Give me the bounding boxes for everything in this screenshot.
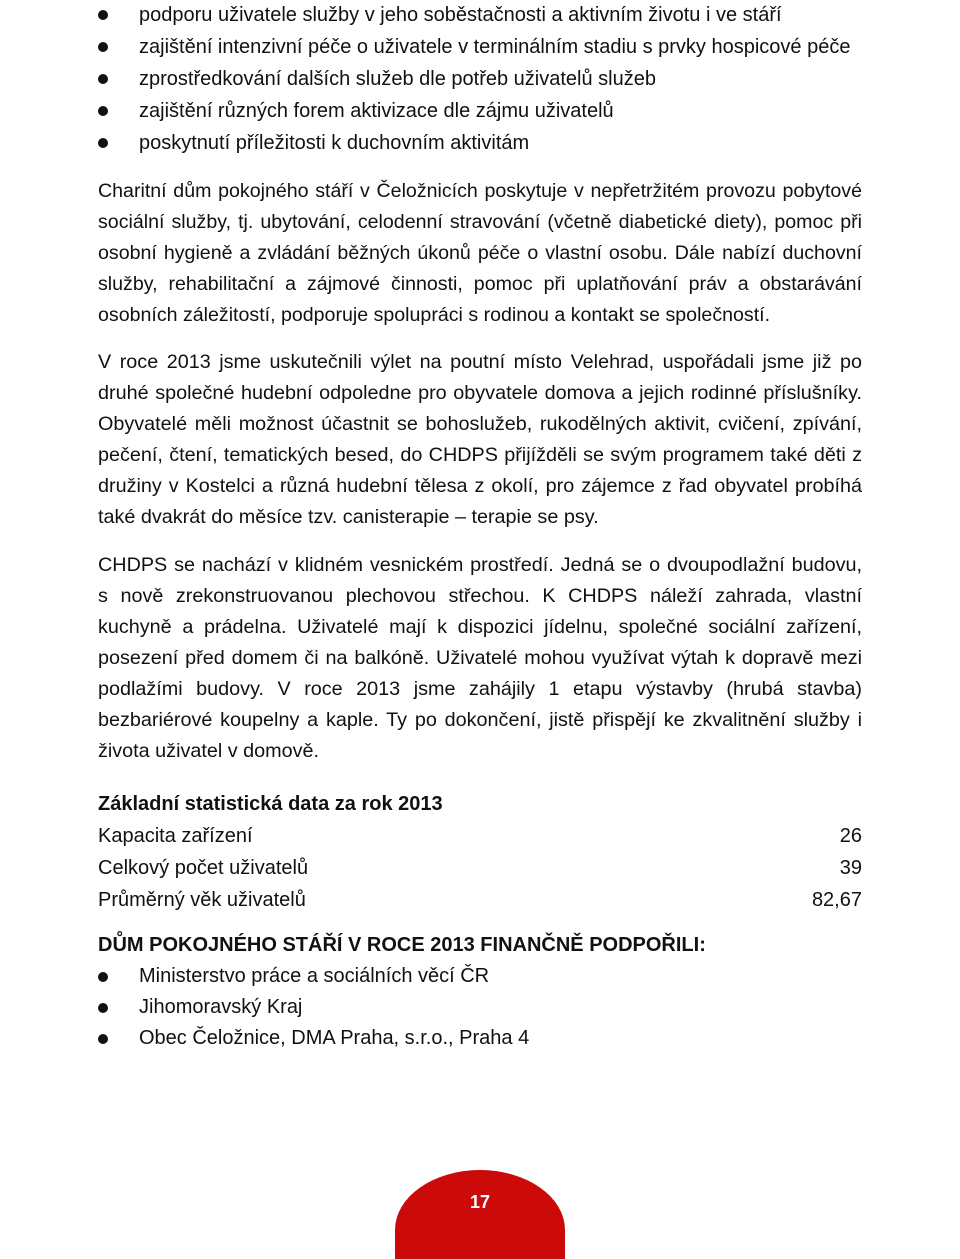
bullet-icon	[98, 1034, 108, 1044]
bullet-icon	[98, 1003, 108, 1013]
stats-row-users	[98, 852, 862, 884]
funding-heading: DŮM POKOJNÉHO STÁŘÍ V ROCE 2013 FINANČNĚ PODPOŘILI:	[98, 934, 706, 956]
list-item-text: Jihomoravský Kraj	[139, 996, 303, 1018]
list-item-text: zajištění intenzivní péče o uživatele v terminálním stadiu s prvky hospicové péče	[139, 36, 851, 58]
bullet-icon	[98, 138, 108, 148]
bullet-icon	[98, 74, 108, 84]
list-item	[98, 64, 862, 95]
stats-label: Průměrný věk uživatelů	[98, 889, 306, 911]
list-item	[98, 32, 862, 63]
bullet-icon	[98, 106, 108, 116]
list-item	[98, 96, 862, 127]
stats-value: 39	[839, 857, 862, 879]
stats-heading: Základní statistická data za rok 2013	[98, 793, 443, 815]
list-item	[98, 992, 862, 1023]
list-item-text: zprostředkování dalších služeb dle potřeb uživatelů služeb	[139, 68, 656, 90]
paragraph-services: Charitní dům pokojného stáří v Čeložnicích poskytuje v nepřetržitém provozu pobytové sociální služby, tj. ubytování, celodenní stravování (včetně diabetické diety), pomoc při osobní hygieně a zvládání běžných úkonů péče o vlastní osobu. Dále nabízí duchovní služby, rehabilitační a zájmové činnosti, pomoc při uplatňování práv a obstarávání osobních záležitostí, podporuje spolupráci s rodinou a kontakt se společností.	[98, 180, 862, 326]
list-item	[98, 1023, 862, 1054]
bullet-icon	[98, 10, 108, 20]
list-item-text: poskytnutí příležitosti k duchovním aktivitám	[139, 132, 530, 154]
list-item	[98, 128, 862, 159]
stats-value: 26	[839, 825, 862, 847]
stats-value: 82,67	[811, 889, 862, 911]
page-number: 17	[469, 1192, 491, 1212]
bullet-icon	[98, 42, 108, 52]
stats-label: Kapacita zařízení	[98, 825, 253, 847]
list-item	[98, 961, 862, 992]
list-item-text: zajištění různých forem aktivizace dle zájmu uživatelů	[139, 100, 614, 122]
list-item-text: Obec Čeložnice, DMA Praha, s.r.o., Praha 4	[139, 1027, 530, 1049]
paragraph-activities: V roce 2013 jsme uskutečnili výlet na poutní místo Velehrad, uspořádali jsme již po druhé společné hudební odpoledne pro obyvatele domova a jejich rodinné příslušníky. Obyvatelé měli možnost účastnit se bohoslužeb, rukodělných aktivit, cvičení, zpívání, pečení, čtení, tematických besed, do CHDPS přijížděli se svým programem také děti z družiny v Kostelci a různá hudební tělesa z okolí, pro zájemce z řad obyvatel probíhá také dvakrát do měsíce tzv. canisterapie – terapie se psy.	[98, 351, 862, 528]
list-item-text: podporu uživatele služby v jeho soběstačnosti a aktivním životu i ve stáří	[139, 4, 782, 26]
bullet-icon	[98, 972, 108, 982]
list-item	[98, 0, 862, 31]
funding-bullet-list	[98, 961, 862, 1054]
page-number-badge	[395, 1170, 565, 1259]
stats-row-capacity	[98, 820, 862, 852]
stats-label: Celkový počet uživatelů	[98, 857, 309, 879]
list-item-text: Ministerstvo práce a sociálních věcí ČR	[139, 965, 490, 987]
services-bullet-list	[98, 0, 862, 159]
stats-row-age	[98, 884, 862, 916]
document-page	[98, 0, 862, 1054]
paragraph-building: CHDPS se nachází v klidném vesnickém prostředí. Jedná se o dvoupodlažní budovu, s nově zrekonstruovanou plechovou střechou. K CHDPS náleží zahrada, vlastní kuchyně a prádelna. Uživatelé mají k dispozici jídelnu, společné sociální zařízení, posezení před domem či na balkóně. Uživatelé mohou využívat výtah k dopravě mezi podlažími budovy. V roce 2013 jsme zahájily 1 etapu výstavby (hrubá stavba) bezbariérové koupelny a kaple. Ty po dokončení, jistě přispějí ke zkvalitnění služby i života uživatel v domově.	[98, 554, 862, 762]
